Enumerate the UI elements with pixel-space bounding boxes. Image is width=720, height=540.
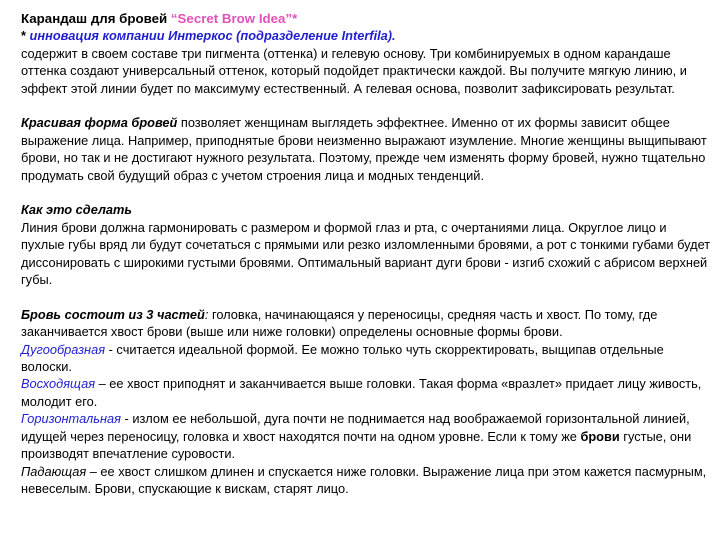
section3-paragraph xyxy=(21,306,711,341)
form-item-horizontal xyxy=(21,410,711,462)
document-body xyxy=(21,10,711,497)
section1-text: позволяет женщинам выглядеть эффектнее. Именно от их формы зависит общее выражение лица. Например, приподнятые брови неизменно выражают изумление. Многие женщины выщипывают брови, но так и не достигают нужного результата. Поэтому, прежде чем изменять форму бровей, нужно тщательно продумать свой будущий образ с учетом строения лица и модных тенденций. xyxy=(21,115,707,183)
document-title xyxy=(21,10,711,27)
title-main: Карандаш для бровей xyxy=(21,11,171,26)
spacer xyxy=(21,184,711,201)
form-name: Восходящая xyxy=(21,376,96,392)
form-item-arched xyxy=(21,341,711,376)
section3-text: головка, начинающаяся у переносицы, средняя часть и хвост. По тому, где заканчивается хвост брови (выше или ниже головки) определены основные формы брови. xyxy=(21,306,658,340)
form-text-after: густые, они производят впечатление суровости. xyxy=(21,428,692,462)
form-item-falling xyxy=(21,463,711,498)
form-name: Падающая xyxy=(21,463,87,479)
spacer xyxy=(21,288,711,305)
form-name: Дугообразная xyxy=(21,341,106,357)
section3-lead-colon: : xyxy=(204,306,209,322)
form-name: Горизонтальная xyxy=(21,411,121,427)
form-item-ascending xyxy=(21,375,711,410)
section1-lead: Красивая форма бровей xyxy=(21,115,178,131)
form-text: – ее хвост слишком длинен и спускается ниже головки. Выражение лица при этом кажется пасмурным, невеселым. Брови, спускающие к вискам, старят лицо. xyxy=(21,463,707,496)
section3-lead: Бровь состоит из 3 частей xyxy=(21,306,205,322)
section2-heading: Как это сделать xyxy=(21,202,133,218)
subtitle xyxy=(21,27,711,44)
subtitle-star: * xyxy=(21,28,30,44)
form-text: - считается идеальной формой. Ее можно только чуть скорректировать, выщипав отдельные волоски. xyxy=(21,341,664,375)
form-text: – ее хвост приподнят и заканчивается выше головки. Такая форма «вразлет» придает лицу живость, молодит его. xyxy=(21,376,702,409)
form-text: - излом ее небольшой, дуга почти не поднимается над воображаемой горизонтальной линией, идущей через переносицу, головка и хвост находятся почти на одном уровне. Если к тому же xyxy=(21,411,690,444)
subtitle-text: инновация компании Интеркос (подразделение Interfila). xyxy=(29,28,396,44)
section-beautiful-shape xyxy=(21,114,711,184)
intro-paragraph: содержит в своем составе три пигмента (оттенка) и гелевую основу. Три комбинируемых в одном карандаше оттенка создают универсальный оттенок, который подойдет практически каждой. Вы получите мягкую линию, и эффект этой линии будет по максимуму естественный. А гелевая основа, позволит зафиксировать результат. xyxy=(21,45,687,96)
title-brand: “Secret Brow Idea”* xyxy=(170,11,298,26)
form-bold-word: брови xyxy=(580,428,620,444)
section2-text: Линия брови должна гармонировать с размером и формой глаз и рта, с очертаниями лица. Округлое лицо и пухлые губы вряд ли будут сочетаться с прямыми или резко изломленными бровями, а рот с тонкими губами будет диссонировать с широкими густыми бровями. Оптимальный вариант дуги брови - изгиб схожий с абрисом верхней губы. xyxy=(21,219,711,288)
spacer xyxy=(21,97,711,114)
